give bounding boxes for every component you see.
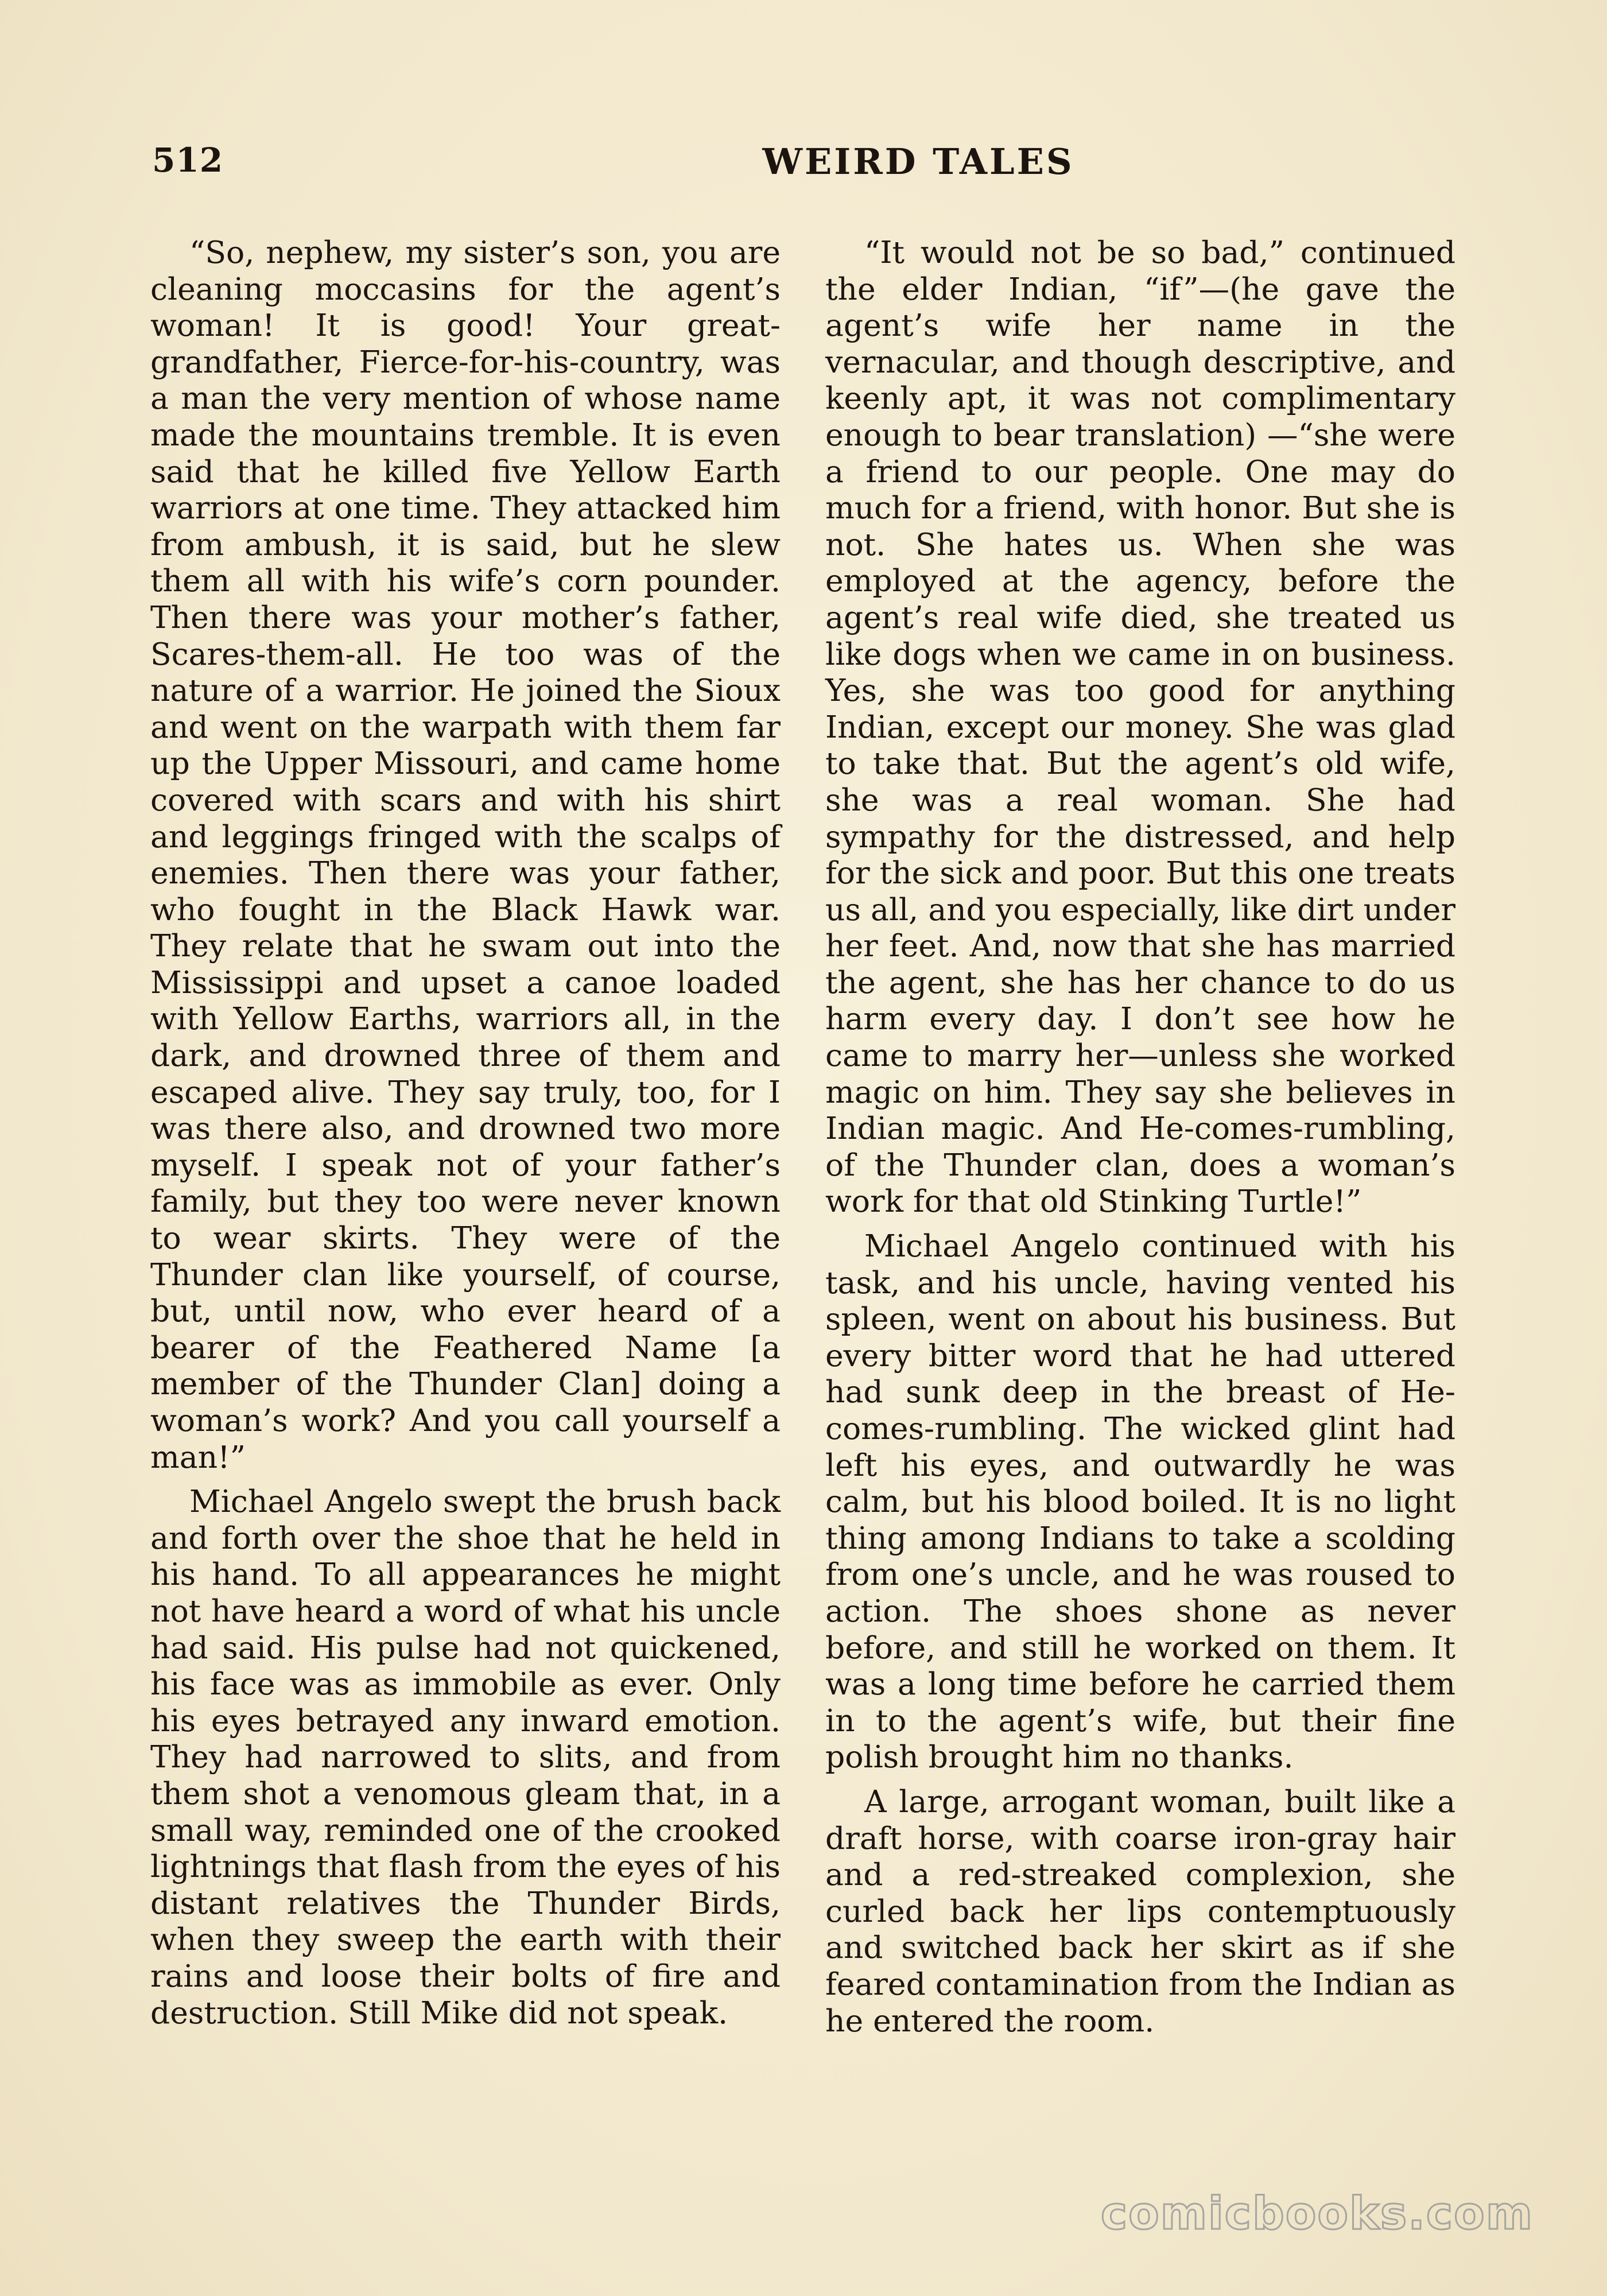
paragraph: “So, nephew, my sister’s son, you are cleaning moccasins for the agent’s woman! It is good! Your great-grandfather, Fierce-for-his-country, was a man the very mention of whose name made the mountains tremble. It is even said that he killed five Yellow Earth warriors at one time. They attacked him from ambush, it is said, but he slew them all with his wife’s corn pounder. Then there was your mother’s father, Scares-them-all. He too was of the nature of a warrior. He joined the Sioux and went on the warpath with them far up the Upper Missouri, and came home covered with scars and with his shirt and leggings fringed with the scalps of enemies. Then there was your father, who fought in the Black Hawk war. They relate that he swam out into the Mississippi and upset a canoe loaded with Yellow Earths, warriors all, in the dark, and drowned three of them and escaped alive. They say truly, too, for I was there also, and drowned two more myself. I speak not of your father’s family, but they too were never known to wear skirts. They were of the Thunder clan like yourself, of course, but, until now, who ever heard of a bearer of the Feathered Name [a member of the Thunder Clan] doing a woman’s work? And you call yourself a man!” [150,234,781,1475]
paragraph: Michael Angelo swept the brush back and forth over the shoe that he held in his hand. To all appearances he might not have heard a word of what his uncle had said. His pulse had not quickened, his face was as immobile as ever. Only his eyes betrayed any inward emotion. They had narrowed to slits, and from them shot a venomous gleam that, in a small way, reminded one of the crooked lightnings that flash from the eyes of his distant relatives the Thunder Birds, when they sweep the earth with their rains and loose their bolts of fire and destruction. Still Mike did not speak. [150,1483,781,2031]
paragraph: A large, arrogant woman, built like a draft horse, with coarse iron-gray hair and a red-streaked complexion, she curled back her lips contemptuously and switched back her skirt as if she feared contamination from the Indian as he entered the room. [825,1783,1455,2039]
paragraph: Michael Angelo continued with his task, and his uncle, having vented his spleen, went on about his business. But every bitter word that he had uttered had sunk deep in the breast of He-comes-rumbling. The wicked glint had left his eyes, and outwardly he was calm, but his blood boiled. It is no light thing among Indians to take a scolding from one’s uncle, and he was roused to action. The shoes shone as never before, and still he worked on them. It was a long time before he carried them in to the agent’s wife, but their fine polish brought him no thanks. [825,1228,1455,1775]
watermark: comicbooks.com [1100,2188,1534,2240]
left-column [150,234,781,2039]
right-column [825,234,1455,2047]
page-header [152,141,1466,192]
paragraph: “It would not be so bad,” continued the elder Indian, “if”—(he gave the agent’s wife her name in the vernacular, and though descriptive, and keenly apt, it was not complimentary enough to bear translation) —“she were a friend to our people. One may do much for a friend, with honor. But she is not. She hates us. When she was employed at the agency, before the agent’s real wife died, she treated us like dogs when we came in on business. Yes, she was too good for anything Indian, except our money. She was glad to take that. But the agent’s old wife, she was a real woman. She had sympathy for the distressed, and help for the sick and poor. But this one treats us all, and you especially, like dirt under her feet. And, now that she has married the agent, she has her chance to do us harm every day. I don’t see how he came to marry her—unless she worked magic on him. They say she believes in Indian magic. And He-comes-rumbling, of the Thunder clan, does a woman’s work for that old Stinking Turtle!” [825,234,1455,1220]
running-head: WEIRD TALES [762,141,1074,183]
page-number: 512 [152,141,224,180]
